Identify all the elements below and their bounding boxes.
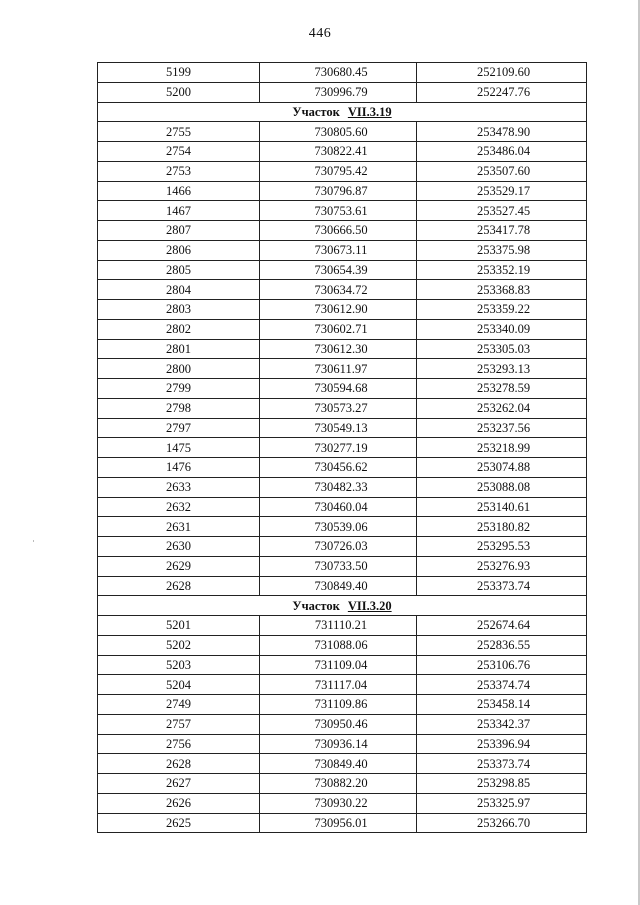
x-coordinate-cell: 730956.01 <box>260 813 417 833</box>
x-coordinate-cell: 730666.50 <box>260 221 417 241</box>
table-row <box>98 477 587 497</box>
y-coordinate-cell: 253373.74 <box>417 754 587 774</box>
x-coordinate-cell: 730573.27 <box>260 398 417 418</box>
point-number-cell: 2631 <box>98 517 260 537</box>
point-number-cell: 1476 <box>98 458 260 478</box>
y-coordinate-cell: 253262.04 <box>417 398 587 418</box>
table-row <box>98 300 587 320</box>
y-coordinate-cell: 253106.76 <box>417 655 587 675</box>
page-number: 446 <box>308 26 332 41</box>
point-number-cell: 2753 <box>98 161 260 181</box>
scan-speck <box>33 540 34 542</box>
table-row <box>98 221 587 241</box>
x-coordinate-cell: 730805.60 <box>260 122 417 142</box>
section-code: VII.3.20 <box>347 598 392 613</box>
y-coordinate-cell: 253368.83 <box>417 280 587 300</box>
point-number-cell: 2806 <box>98 240 260 260</box>
y-coordinate-cell: 253529.17 <box>417 181 587 201</box>
point-number-cell: 2797 <box>98 418 260 438</box>
table-row <box>98 379 587 399</box>
x-coordinate-cell: 730456.62 <box>260 458 417 478</box>
y-coordinate-cell: 253325.97 <box>417 793 587 813</box>
y-coordinate-cell: 253373.74 <box>417 576 587 596</box>
y-coordinate-cell: 253140.61 <box>417 497 587 517</box>
point-number-cell: 2754 <box>98 142 260 162</box>
table-row <box>98 240 587 260</box>
y-coordinate-cell: 253340.09 <box>417 319 587 339</box>
table-row <box>98 398 587 418</box>
y-coordinate-cell: 253375.98 <box>417 240 587 260</box>
point-number-cell: 2632 <box>98 497 260 517</box>
table-row <box>98 616 587 636</box>
point-number-cell: 2628 <box>98 754 260 774</box>
point-number-cell: 2803 <box>98 300 260 320</box>
y-coordinate-cell: 253458.14 <box>417 695 587 715</box>
section-header <box>98 102 587 122</box>
y-coordinate-cell: 253295.53 <box>417 537 587 557</box>
x-coordinate-cell: 730680.45 <box>260 63 417 83</box>
table-row <box>98 556 587 576</box>
x-coordinate-cell: 731088.06 <box>260 635 417 655</box>
table-row <box>98 813 587 833</box>
table-row <box>98 181 587 201</box>
table-row <box>98 260 587 280</box>
y-coordinate-cell: 252674.64 <box>417 616 587 636</box>
table-row <box>98 497 587 517</box>
y-coordinate-cell: 253342.37 <box>417 714 587 734</box>
x-coordinate-cell: 730602.71 <box>260 319 417 339</box>
x-coordinate-cell: 730996.79 <box>260 82 417 102</box>
x-coordinate-cell: 730726.03 <box>260 537 417 557</box>
point-number-cell: 1467 <box>98 201 260 221</box>
x-coordinate-cell: 730634.72 <box>260 280 417 300</box>
table-row <box>98 438 587 458</box>
point-number-cell: 5203 <box>98 655 260 675</box>
x-coordinate-cell: 731110.21 <box>260 616 417 636</box>
point-number-cell: 2625 <box>98 813 260 833</box>
point-number-cell: 2755 <box>98 122 260 142</box>
table-row <box>98 774 587 794</box>
table-row <box>98 63 587 83</box>
y-coordinate-cell: 253507.60 <box>417 161 587 181</box>
coordinates-table-body <box>98 63 587 833</box>
table-row <box>98 280 587 300</box>
point-number-cell: 1466 <box>98 181 260 201</box>
x-coordinate-cell: 730930.22 <box>260 793 417 813</box>
y-coordinate-cell: 253074.88 <box>417 458 587 478</box>
table-row <box>98 319 587 339</box>
point-number-cell: 2800 <box>98 359 260 379</box>
point-number-cell: 2627 <box>98 774 260 794</box>
section-header <box>98 596 587 616</box>
x-coordinate-cell: 730539.06 <box>260 517 417 537</box>
x-coordinate-cell: 730277.19 <box>260 438 417 458</box>
x-coordinate-cell: 730482.33 <box>260 477 417 497</box>
y-coordinate-cell: 253352.19 <box>417 260 587 280</box>
point-number-cell: 5199 <box>98 63 260 83</box>
y-coordinate-cell: 253396.94 <box>417 734 587 754</box>
point-number-cell: 2749 <box>98 695 260 715</box>
point-number-cell: 2757 <box>98 714 260 734</box>
x-coordinate-cell: 730611.97 <box>260 359 417 379</box>
y-coordinate-cell: 252836.55 <box>417 635 587 655</box>
x-coordinate-cell: 730796.87 <box>260 181 417 201</box>
point-number-cell: 5201 <box>98 616 260 636</box>
y-coordinate-cell: 253359.22 <box>417 300 587 320</box>
point-number-cell: 2633 <box>98 477 260 497</box>
y-coordinate-cell: 253478.90 <box>417 122 587 142</box>
table-row <box>98 418 587 438</box>
y-coordinate-cell: 253298.85 <box>417 774 587 794</box>
x-coordinate-cell: 730849.40 <box>260 576 417 596</box>
table-row <box>98 734 587 754</box>
point-number-cell: 5202 <box>98 635 260 655</box>
table-row <box>98 339 587 359</box>
table-row <box>98 655 587 675</box>
y-coordinate-cell: 253276.93 <box>417 556 587 576</box>
section-header-row <box>98 102 587 122</box>
x-coordinate-cell: 730673.11 <box>260 240 417 260</box>
x-coordinate-cell: 731117.04 <box>260 675 417 695</box>
table-row <box>98 201 587 221</box>
table-row <box>98 458 587 478</box>
section-header-row <box>98 596 587 616</box>
table-row <box>98 695 587 715</box>
y-coordinate-cell: 253088.08 <box>417 477 587 497</box>
x-coordinate-cell: 730795.42 <box>260 161 417 181</box>
point-number-cell: 1475 <box>98 438 260 458</box>
table-row <box>98 82 587 102</box>
table-row <box>98 537 587 557</box>
point-number-cell: 2628 <box>98 576 260 596</box>
y-coordinate-cell: 253374.74 <box>417 675 587 695</box>
point-number-cell: 2804 <box>98 280 260 300</box>
y-coordinate-cell: 253527.45 <box>417 201 587 221</box>
x-coordinate-cell: 730460.04 <box>260 497 417 517</box>
table-row <box>98 142 587 162</box>
table-row <box>98 517 587 537</box>
point-number-cell: 2629 <box>98 556 260 576</box>
section-label: Участок <box>292 104 340 119</box>
y-coordinate-cell: 253417.78 <box>417 221 587 241</box>
x-coordinate-cell: 730594.68 <box>260 379 417 399</box>
section-code: VII.3.19 <box>347 104 392 119</box>
y-coordinate-cell: 253218.99 <box>417 438 587 458</box>
table-row <box>98 675 587 695</box>
x-coordinate-cell: 730936.14 <box>260 734 417 754</box>
y-coordinate-cell: 253180.82 <box>417 517 587 537</box>
x-coordinate-cell: 730612.30 <box>260 339 417 359</box>
table-row <box>98 161 587 181</box>
x-coordinate-cell: 730882.20 <box>260 774 417 794</box>
section-label: Участок <box>292 598 340 613</box>
point-number-cell: 5204 <box>98 675 260 695</box>
table-row <box>98 754 587 774</box>
point-number-cell: 2802 <box>98 319 260 339</box>
x-coordinate-cell: 730549.13 <box>260 418 417 438</box>
x-coordinate-cell: 731109.86 <box>260 695 417 715</box>
x-coordinate-cell: 730822.41 <box>260 142 417 162</box>
y-coordinate-cell: 253278.59 <box>417 379 587 399</box>
point-number-cell: 2801 <box>98 339 260 359</box>
point-number-cell: 5200 <box>98 82 260 102</box>
point-number-cell: 2805 <box>98 260 260 280</box>
table-row <box>98 359 587 379</box>
table-row <box>98 635 587 655</box>
y-coordinate-cell: 253237.56 <box>417 418 587 438</box>
point-number-cell: 2799 <box>98 379 260 399</box>
y-coordinate-cell: 253266.70 <box>417 813 587 833</box>
coordinates-table <box>97 62 587 833</box>
x-coordinate-cell: 730612.90 <box>260 300 417 320</box>
y-coordinate-cell: 253486.04 <box>417 142 587 162</box>
point-number-cell: 2626 <box>98 793 260 813</box>
y-coordinate-cell: 252109.60 <box>417 63 587 83</box>
x-coordinate-cell: 730849.40 <box>260 754 417 774</box>
point-number-cell: 2798 <box>98 398 260 418</box>
x-coordinate-cell: 730654.39 <box>260 260 417 280</box>
table-row <box>98 714 587 734</box>
point-number-cell: 2630 <box>98 537 260 557</box>
y-coordinate-cell: 252247.76 <box>417 82 587 102</box>
x-coordinate-cell: 731109.04 <box>260 655 417 675</box>
table-row <box>98 122 587 142</box>
table-row <box>98 576 587 596</box>
x-coordinate-cell: 730950.46 <box>260 714 417 734</box>
x-coordinate-cell: 730733.50 <box>260 556 417 576</box>
point-number-cell: 2756 <box>98 734 260 754</box>
point-number-cell: 2807 <box>98 221 260 241</box>
x-coordinate-cell: 730753.61 <box>260 201 417 221</box>
y-coordinate-cell: 253305.03 <box>417 339 587 359</box>
y-coordinate-cell: 253293.13 <box>417 359 587 379</box>
table-row <box>98 793 587 813</box>
